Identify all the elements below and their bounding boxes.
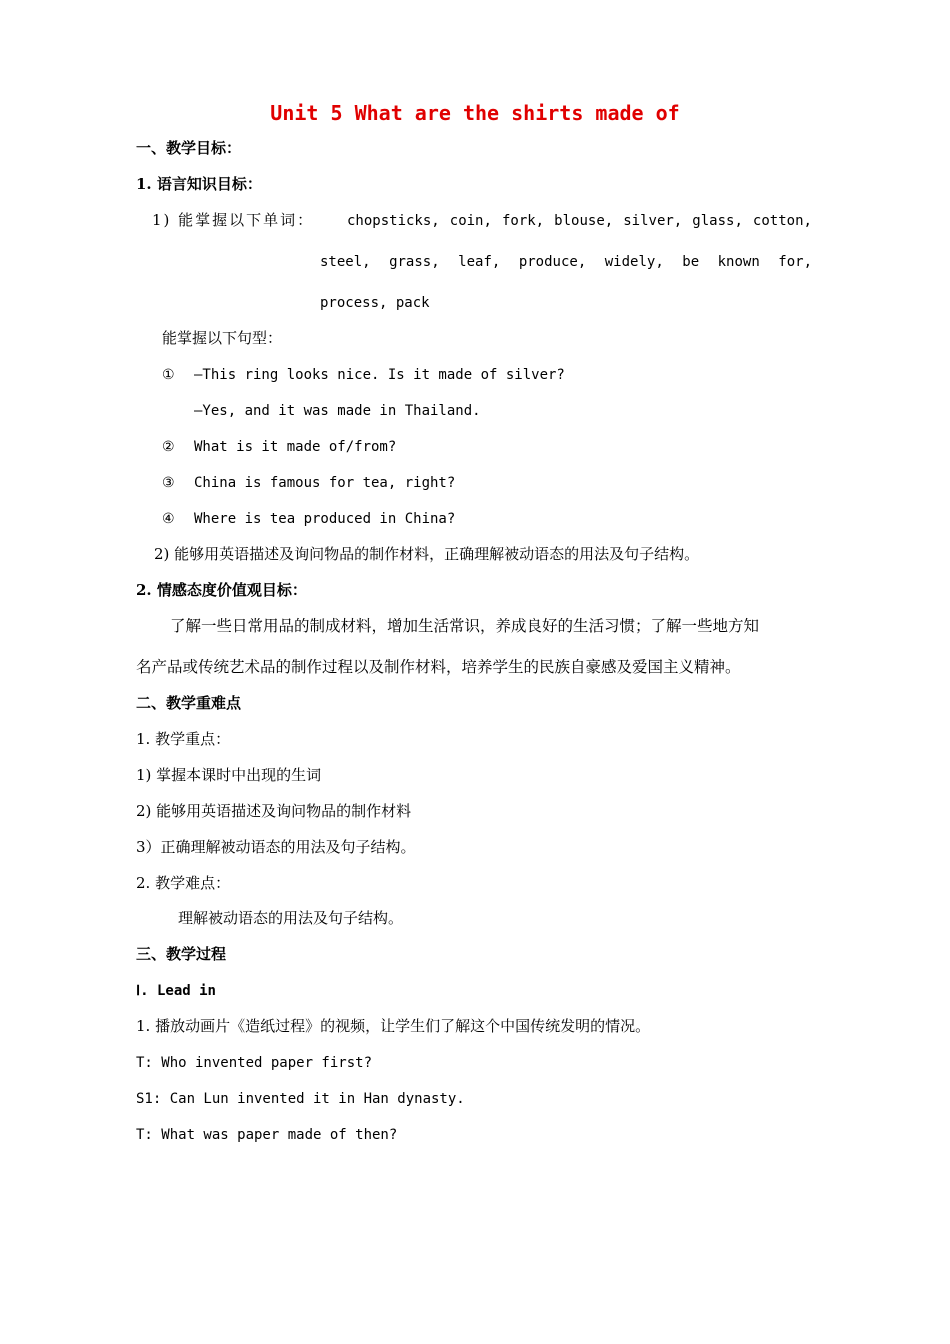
vocab-word: blouse, (554, 213, 614, 229)
subheading-emotional-objectives: 2. 情感态度价值观目标： (136, 581, 307, 599)
vocab-word: steel, (320, 254, 371, 270)
page-title: Unit 5 What are the shirts made of (270, 101, 680, 125)
vocab-row-2 (320, 252, 812, 272)
dialogue-line: T: Who invented paper first? (136, 1055, 373, 1071)
key-point-item: 3）正确理解被动语态的用法及句子结构。 (136, 838, 416, 856)
section-heading-process: 三、教学过程 (136, 945, 227, 963)
sentence-text: —This ring looks nice. Is it made of silver? (194, 367, 565, 383)
vocab-word: known (717, 254, 760, 270)
objective-item-2: 2) 能够用英语描述及询问物品的制作材料，正确理解被动语态的用法及句子结构。 (154, 545, 700, 563)
vocab-word: silver, (623, 213, 683, 229)
sentence-item-2 (162, 437, 396, 457)
vocab-word: cotton, (752, 213, 812, 229)
vocab-label: 1) 能掌握以下单词： (152, 211, 315, 229)
difficult-point-item: 理解被动语态的用法及句子结构。 (178, 909, 404, 927)
emotional-paragraph-line-1: 了解一些日常用品的制成材料，增加生活常识，养成良好的生活习惯；了解一些地方知 (170, 617, 760, 635)
key-points-heading: 1. 教学重点： (136, 730, 231, 748)
sentence-item-4 (162, 509, 455, 529)
sentence-item-1-reply: —Yes, and it was made in Thailand. (194, 403, 481, 419)
vocab-word: leaf, (458, 254, 501, 270)
vocab-word: produce, (518, 254, 587, 270)
sentence-number: ③ (162, 475, 175, 491)
subheading-language-objectives: 1. 语言知识目标： (136, 175, 262, 193)
sentence-text: China is famous for tea, right? (194, 475, 456, 491)
sentence-item-1 (162, 365, 565, 385)
emotional-paragraph-line-2: 名产品或传统艺术品的制作过程以及制作材料，培养学生的民族自豪感及爱国主义精神。 (136, 658, 741, 676)
vocab-row-1 (347, 211, 812, 231)
sentence-number: ① (162, 367, 175, 383)
sentence-item-3 (162, 473, 455, 493)
difficult-points-heading: 2. 教学难点： (136, 874, 231, 892)
sentence-text: Where is tea produced in China? (194, 511, 456, 527)
vocab-word: glass, (692, 213, 743, 229)
sentence-text: What is it made of/from? (194, 439, 397, 455)
lead-in-heading: Ⅰ. Lead in (136, 983, 216, 999)
vocab-word: widely, (604, 254, 664, 270)
sentence-label: 能掌握以下句型： (162, 329, 283, 347)
vocab-word: chopsticks, (347, 213, 440, 229)
sentence-number: ④ (162, 511, 175, 527)
dialogue-line: S1: Can Lun invented it in Han dynasty. (136, 1091, 465, 1107)
section-heading-objectives: 一、教学目标： (136, 139, 242, 157)
vocab-word: be (682, 254, 700, 270)
section-heading-key-points: 二、教学重难点 (136, 694, 242, 712)
key-point-item: 1) 掌握本课时中出现的生词 (136, 766, 322, 784)
sentence-number: ② (162, 439, 175, 455)
vocab-word: fork, (501, 213, 545, 229)
vocab-word: coin, (449, 213, 492, 229)
dialogue-line: T: What was paper made of then? (136, 1127, 398, 1143)
vocab-word: grass, (389, 254, 440, 270)
key-point-item: 2) 能够用英语描述及询问物品的制作材料 (136, 802, 412, 820)
lead-in-step-1: 1. 播放动画片《造纸过程》的视频，让学生们了解这个中国传统发明的情况。 (136, 1017, 651, 1035)
vocab-row-3: process, pack (320, 295, 430, 311)
vocab-word: for, (778, 254, 812, 270)
